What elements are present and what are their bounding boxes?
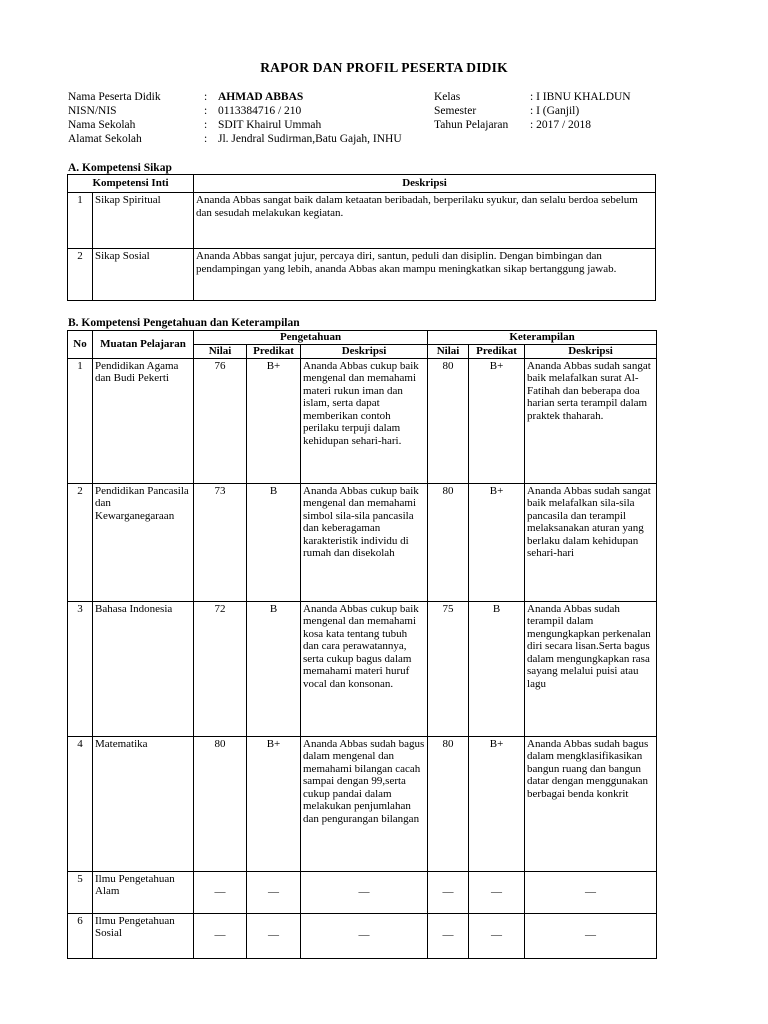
row-number: 2 <box>68 483 93 601</box>
info-label-semester: Semester <box>434 105 477 117</box>
row-number: 3 <box>68 601 93 736</box>
info-value-nisn: 0113384716 / 210 <box>218 105 302 117</box>
table-row <box>68 871 657 913</box>
row-number: 1 <box>68 358 93 483</box>
pengetahuan-predikat: — <box>247 913 301 958</box>
pengetahuan-nilai: — <box>194 871 247 913</box>
row-number: 1 <box>68 193 93 249</box>
info-label-nama: Nama Peserta Didik <box>68 91 161 103</box>
info-label-kelas: Kelas <box>434 91 461 103</box>
pengetahuan-predikat: B <box>247 483 301 601</box>
keterampilan-nilai: — <box>428 913 469 958</box>
info-colon: : <box>204 119 208 131</box>
info-label-sekolah: Nama Sekolah <box>68 119 136 131</box>
keterampilan-deskripsi: — <box>525 913 657 958</box>
keterampilan-predikat: — <box>469 913 525 958</box>
keterampilan-predikat: B+ <box>469 736 525 871</box>
table-row <box>68 736 657 871</box>
kompetensi-name: Sikap Sosial <box>93 249 194 301</box>
kompetensi-desc: Ananda Abbas sangat jujur, percaya diri, santun, peduli dan disiplin. Dengan bimbingan dan pendampingan yang lebih, ananda Abbas akan mampu meningkatkan sikap bertanggung jawab. <box>194 249 656 301</box>
info-label-tahun: Tahun Pelajaran <box>434 119 509 131</box>
pengetahuan-deskripsi: Ananda Abbas cukup baik mengenal dan memahami materi rukun iman dan islam, serta dapat memberikan contoh perilaku terpuji dalam kehidupan sehari-hari. <box>301 358 428 483</box>
keterampilan-deskripsi: Ananda Abbas sudah terampil dalam mengungkapkan perkenalan diri secara lisan.Serta bagus dalam mengungkapkan rasa sayang melalui puisi atau lagu <box>525 601 657 736</box>
keterampilan-deskripsi: Ananda Abbas sudah sangat baik melafalkan sila-sila pancasila dan terampil melaksanakan aturan yang berlaku dalam kehidupan sehari-hari <box>525 483 657 601</box>
pengetahuan-predikat: B <box>247 601 301 736</box>
info-value-sekolah: SDIT Khairul Ummah <box>218 119 322 131</box>
keterampilan-nilai: 75 <box>428 601 469 736</box>
header-kompetensi-inti: Kompetensi Inti <box>68 175 194 193</box>
pengetahuan-nilai: — <box>194 913 247 958</box>
keterampilan-deskripsi: — <box>525 871 657 913</box>
header-deskripsi: Deskripsi <box>301 345 428 359</box>
info-value-nama: AHMAD ABBAS <box>218 91 304 103</box>
info-label-alamat: Alamat Sekolah <box>68 133 142 145</box>
table-row <box>68 193 656 249</box>
header-nilai: Nilai <box>194 345 247 359</box>
subject-name: Matematika <box>93 736 194 871</box>
page-title: RAPOR DAN PROFIL PESERTA DIDIK <box>260 60 508 75</box>
header-nilai: Nilai <box>428 345 469 359</box>
keterampilan-predikat: B <box>469 601 525 736</box>
pengetahuan-predikat: B+ <box>247 358 301 483</box>
row-number: 6 <box>68 913 93 958</box>
table-row <box>68 913 657 958</box>
subject-name: Pendidikan Agama dan Budi Pekerti <box>93 358 194 483</box>
pengetahuan-predikat: B+ <box>247 736 301 871</box>
keterampilan-predikat: B+ <box>469 358 525 483</box>
pengetahuan-deskripsi: Ananda Abbas cukup baik mengenal dan memahami kosa kata tentang tubuh dan cara perawatannya, serta cukup bagus dalam memahami materi huruf vocal dan konsonan. <box>301 601 428 736</box>
keterampilan-deskripsi: Ananda Abbas sudah bagus dalam mengklasifikasikan bangun ruang dan bangun datar dengan menggunakan berbagai benda konkrit <box>525 736 657 871</box>
row-number: 2 <box>68 249 93 301</box>
keterampilan-nilai: 80 <box>428 483 469 601</box>
subject-name: Ilmu Pengetahuan Sosial <box>93 913 194 958</box>
pengetahuan-nilai: 76 <box>194 358 247 483</box>
info-colon: : <box>204 91 208 103</box>
info-value-alamat: Jl. Jendral Sudirman,Batu Gajah, INHU <box>218 133 402 145</box>
header-pengetahuan: Pengetahuan <box>194 331 428 345</box>
nilai-table <box>67 330 657 959</box>
header-deskripsi: Deskripsi <box>525 345 657 359</box>
header-predikat: Predikat <box>469 345 525 359</box>
row-number: 5 <box>68 871 93 913</box>
pengetahuan-deskripsi: Ananda Abbas cukup baik mengenal dan memahami simbol sila-sila pancasila dan keberagaman karakteristik individu di rumah dan disekolah <box>301 483 428 601</box>
header-deskripsi: Deskripsi <box>194 175 656 193</box>
keterampilan-predikat: — <box>469 871 525 913</box>
pengetahuan-deskripsi: Ananda Abbas sudah bagus dalam mengenal dan memahami bilangan cacah sampai dengan 99,serta cukup pandai dalam melakukan penjumlahan dan pengurangan bilangan <box>301 736 428 871</box>
row-number: 4 <box>68 736 93 871</box>
header-keterampilan: Keterampilan <box>428 331 657 345</box>
header-muatan: Muatan Pelajaran <box>93 331 194 359</box>
header-no: No <box>68 331 93 359</box>
keterampilan-nilai: — <box>428 871 469 913</box>
info-label-nisn: NISN/NIS <box>68 105 117 117</box>
kompetensi-name: Sikap Spiritual <box>93 193 194 249</box>
pengetahuan-nilai: 72 <box>194 601 247 736</box>
info-value-kelas: : I IBNU KHALDUN <box>530 91 631 103</box>
info-colon: : <box>204 133 208 145</box>
table-row <box>68 483 657 601</box>
keterampilan-predikat: B+ <box>469 483 525 601</box>
info-colon: : <box>204 105 208 117</box>
keterampilan-deskripsi: Ananda Abbas sudah sangat baik melafalkan surat Al-Fatihah dan beberapa doa harian serta terampil dalam praktek thaharah. <box>525 358 657 483</box>
table-row <box>68 601 657 736</box>
kompetensi-desc: Ananda Abbas sangat baik dalam ketaatan beribadah, berperilaku syukur, dan selalu berdoa sebelum dan sesudah melakukan kegiatan. <box>194 193 656 249</box>
section-a-heading: A. Kompetensi Sikap <box>68 162 172 174</box>
pengetahuan-predikat: — <box>247 871 301 913</box>
subject-name: Pendidikan Pancasila dan Kewarganegaraan <box>93 483 194 601</box>
pengetahuan-deskripsi: — <box>301 913 428 958</box>
subject-name: Ilmu Pengetahuan Alam <box>93 871 194 913</box>
sikap-table <box>67 174 656 301</box>
pengetahuan-nilai: 73 <box>194 483 247 601</box>
keterampilan-nilai: 80 <box>428 736 469 871</box>
info-value-tahun: : 2017 / 2018 <box>530 119 592 131</box>
table-row <box>68 358 657 483</box>
pengetahuan-nilai: 80 <box>194 736 247 871</box>
header-predikat: Predikat <box>247 345 301 359</box>
section-b-heading: B. Kompetensi Pengetahuan dan Keterampilan <box>68 317 300 329</box>
info-value-semester: : I (Ganjil) <box>530 105 580 117</box>
keterampilan-nilai: 80 <box>428 358 469 483</box>
table-row <box>68 249 656 301</box>
pengetahuan-deskripsi: — <box>301 871 428 913</box>
subject-name: Bahasa Indonesia <box>93 601 194 736</box>
